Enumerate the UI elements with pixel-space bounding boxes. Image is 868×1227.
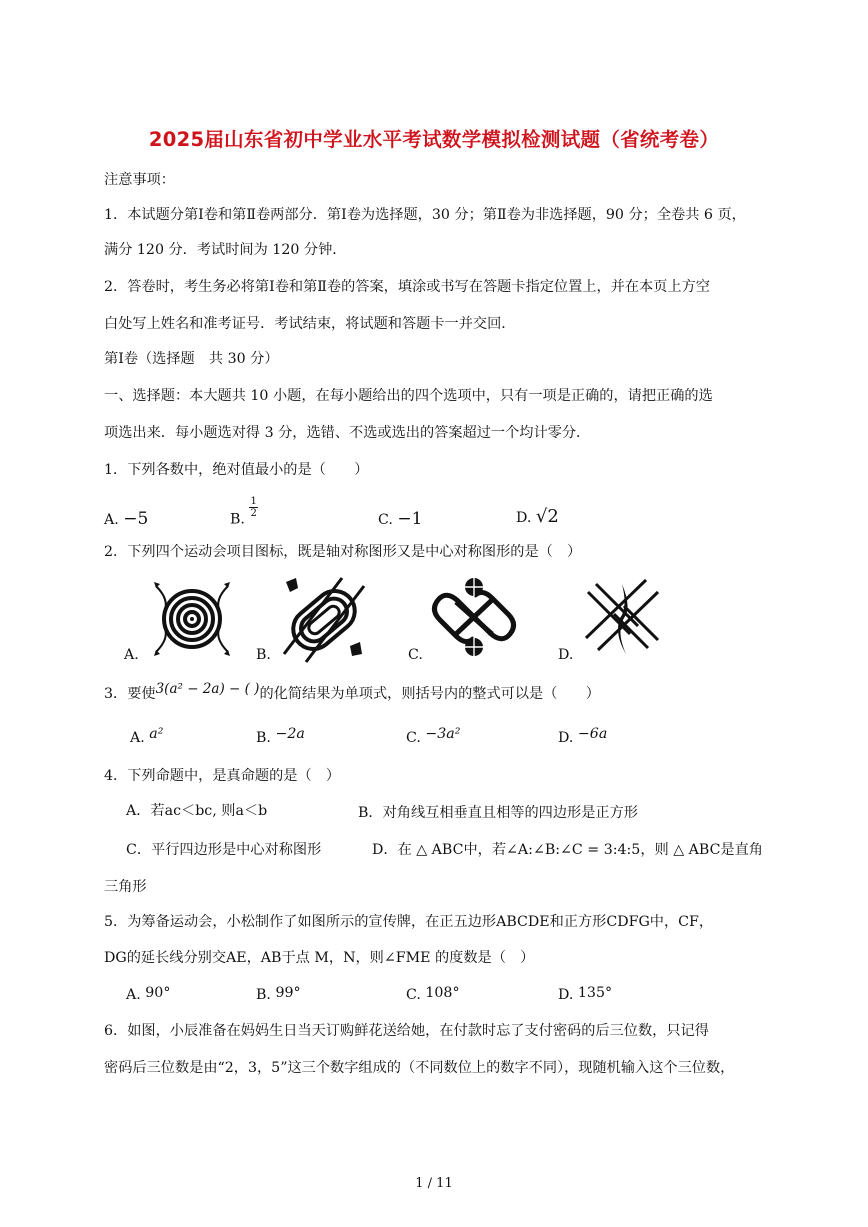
part-1-header: 第Ⅰ卷（选择题 共 30 分）: [104, 351, 279, 367]
q2-option-b-label: B.: [256, 647, 271, 663]
page-title: 2025届山东省初中学业水平考试数学模拟检测试题（省统考卷）: [148, 128, 720, 151]
q5-option-b: [256, 985, 301, 1005]
q5-option-d: [558, 985, 612, 1005]
q1-option-a: [104, 509, 148, 530]
notice-2-line-2: 白处写上姓名和准考证号．考试结束，将试题和答题卡一并交回．: [104, 316, 516, 332]
q2-option-c-label: C.: [408, 647, 423, 663]
notice-2-line-1: 2．答卷时，考生务必将第Ⅰ卷和第Ⅱ卷的答案，填涂或书写在答题卡指定位置上，并在本页上方空: [104, 279, 710, 295]
q3-option-d-value: −6a: [577, 726, 608, 742]
q5-option-d-label: D.: [558, 987, 574, 1003]
q4-option-d-line-1: D．在 △ ABC中，若∠A:∠B:∠C = 3:4:5，则 △ ABC是直角: [372, 842, 763, 858]
q5-option-c-label: C.: [406, 987, 421, 1003]
q5-line-2: DG的延长线分别交AE，AB于点 M，N，则∠FME 的度数是（ ）: [104, 950, 535, 966]
q2-stem: 2．下列四个运动会项目图标，既是轴对称图形又是中心对称图形的是（ ）: [104, 544, 582, 560]
q3-option-d-label: D.: [558, 730, 574, 746]
q3-option-c-label: C.: [406, 730, 421, 746]
q3-option-b-label: B.: [256, 730, 271, 746]
q3-stem-suffix: 的化简结果为单项式，则括号内的整式可以是（ ）: [259, 686, 600, 702]
q5-option-d-value: 135°: [577, 985, 613, 1001]
q1-option-d-value: √2: [535, 506, 559, 527]
q5-option-b-label: B.: [256, 987, 271, 1003]
q1-option-c-label: C.: [378, 512, 393, 528]
q1-option-a-value: −5: [123, 509, 149, 529]
q2-option-d-label: D.: [558, 647, 574, 663]
q5-option-a-label: A.: [126, 987, 141, 1003]
q6-line-2: 密码后三位数是由“2，3，5”这三个数字组成的（不同数位上的数字不同），现随机输入这个三位数，: [104, 1060, 735, 1076]
q5-option-c-value: 108°: [425, 985, 460, 1001]
notice-header: 注意事项：: [104, 172, 175, 188]
q1-option-a-label: A.: [104, 512, 119, 528]
q3-stem: [104, 681, 600, 704]
notice-1-line-1: 1．本试题分第Ⅰ卷和第Ⅱ卷两部分．第Ⅰ卷为选择题，30 分；第Ⅱ卷为非选择题，90 分；全卷共 6 页，: [104, 207, 746, 223]
fraction-numerator: 1: [250, 496, 257, 507]
q1-option-b: [230, 496, 258, 530]
q3-option-d: [558, 728, 607, 748]
q1-option-b-fraction: [249, 496, 257, 519]
q6-line-1: 6．如图，小辰准备在妈妈生日当天订购鲜花送给她，在付款时忘了支付密码的后三位数，只记得: [104, 1023, 709, 1039]
q3-option-b: [256, 728, 305, 748]
q5-option-a-value: 90°: [145, 985, 171, 1001]
basketball-icon: [430, 576, 518, 658]
q1-option-d: [516, 507, 559, 528]
target-archery-icon: [150, 578, 234, 660]
q1-option-c: [378, 509, 422, 530]
q3-option-b-value: −2a: [275, 726, 305, 742]
q1-stem: 1．下列各数中，绝对值最小的是（ ）: [104, 462, 369, 478]
q3-option-a-label: A.: [130, 730, 145, 746]
running-track-icon: [280, 576, 368, 664]
q3-option-a-value: a²: [149, 726, 164, 742]
q3-option-c: [406, 728, 460, 748]
q2-option-a-label: A.: [124, 647, 139, 663]
section-1-line-2: 项选出来．每小题选对得 3 分，选错、不选或选出的答案超过一个均计零分．: [104, 425, 591, 441]
q5-option-a: [126, 985, 170, 1005]
q4-option-b: B．对角线互相垂直且相等的四边形是正方形: [358, 805, 638, 821]
section-1-line-1: 一、选择题：本大题共 10 小题，在每小题给出的四个选项中，只有一项是正确的，请把正确的选: [104, 388, 713, 404]
q5-line-1: 5．为筹备运动会，小松制作了如图所示的宣传牌，在正五边形ABCDE和正方形CDFG中，CF，: [104, 914, 714, 930]
q4-option-a: A．若ac＜bc, 则a＜b: [126, 803, 268, 819]
q4-stem: 4．下列命题中，是真命题的是（ ）: [104, 768, 341, 784]
q1-option-b-label: B.: [230, 511, 245, 528]
q3-option-c-value: −3a²: [425, 726, 461, 742]
q5-option-b-value: 99°: [275, 985, 301, 1001]
q4-option-c: C．平行四边形是中心对称图形: [126, 842, 322, 858]
q3-option-a: [130, 728, 163, 748]
q1-option-d-label: D.: [516, 510, 532, 526]
diving-icon: [584, 578, 666, 658]
q3-stem-prefix: 3．要使: [104, 686, 156, 702]
q3-expression: 3(a² − 2a) − ( ): [155, 681, 260, 697]
notice-1-line-2: 满分 120 分．考试时间为 120 分钟．: [104, 242, 347, 258]
page-number: 1 / 11: [415, 1176, 453, 1191]
fraction-denominator: 2: [250, 508, 257, 519]
q5-option-c: [406, 985, 460, 1005]
q4-option-d-line-2: 三角形: [104, 879, 147, 895]
q1-option-c-value: −1: [397, 509, 423, 529]
